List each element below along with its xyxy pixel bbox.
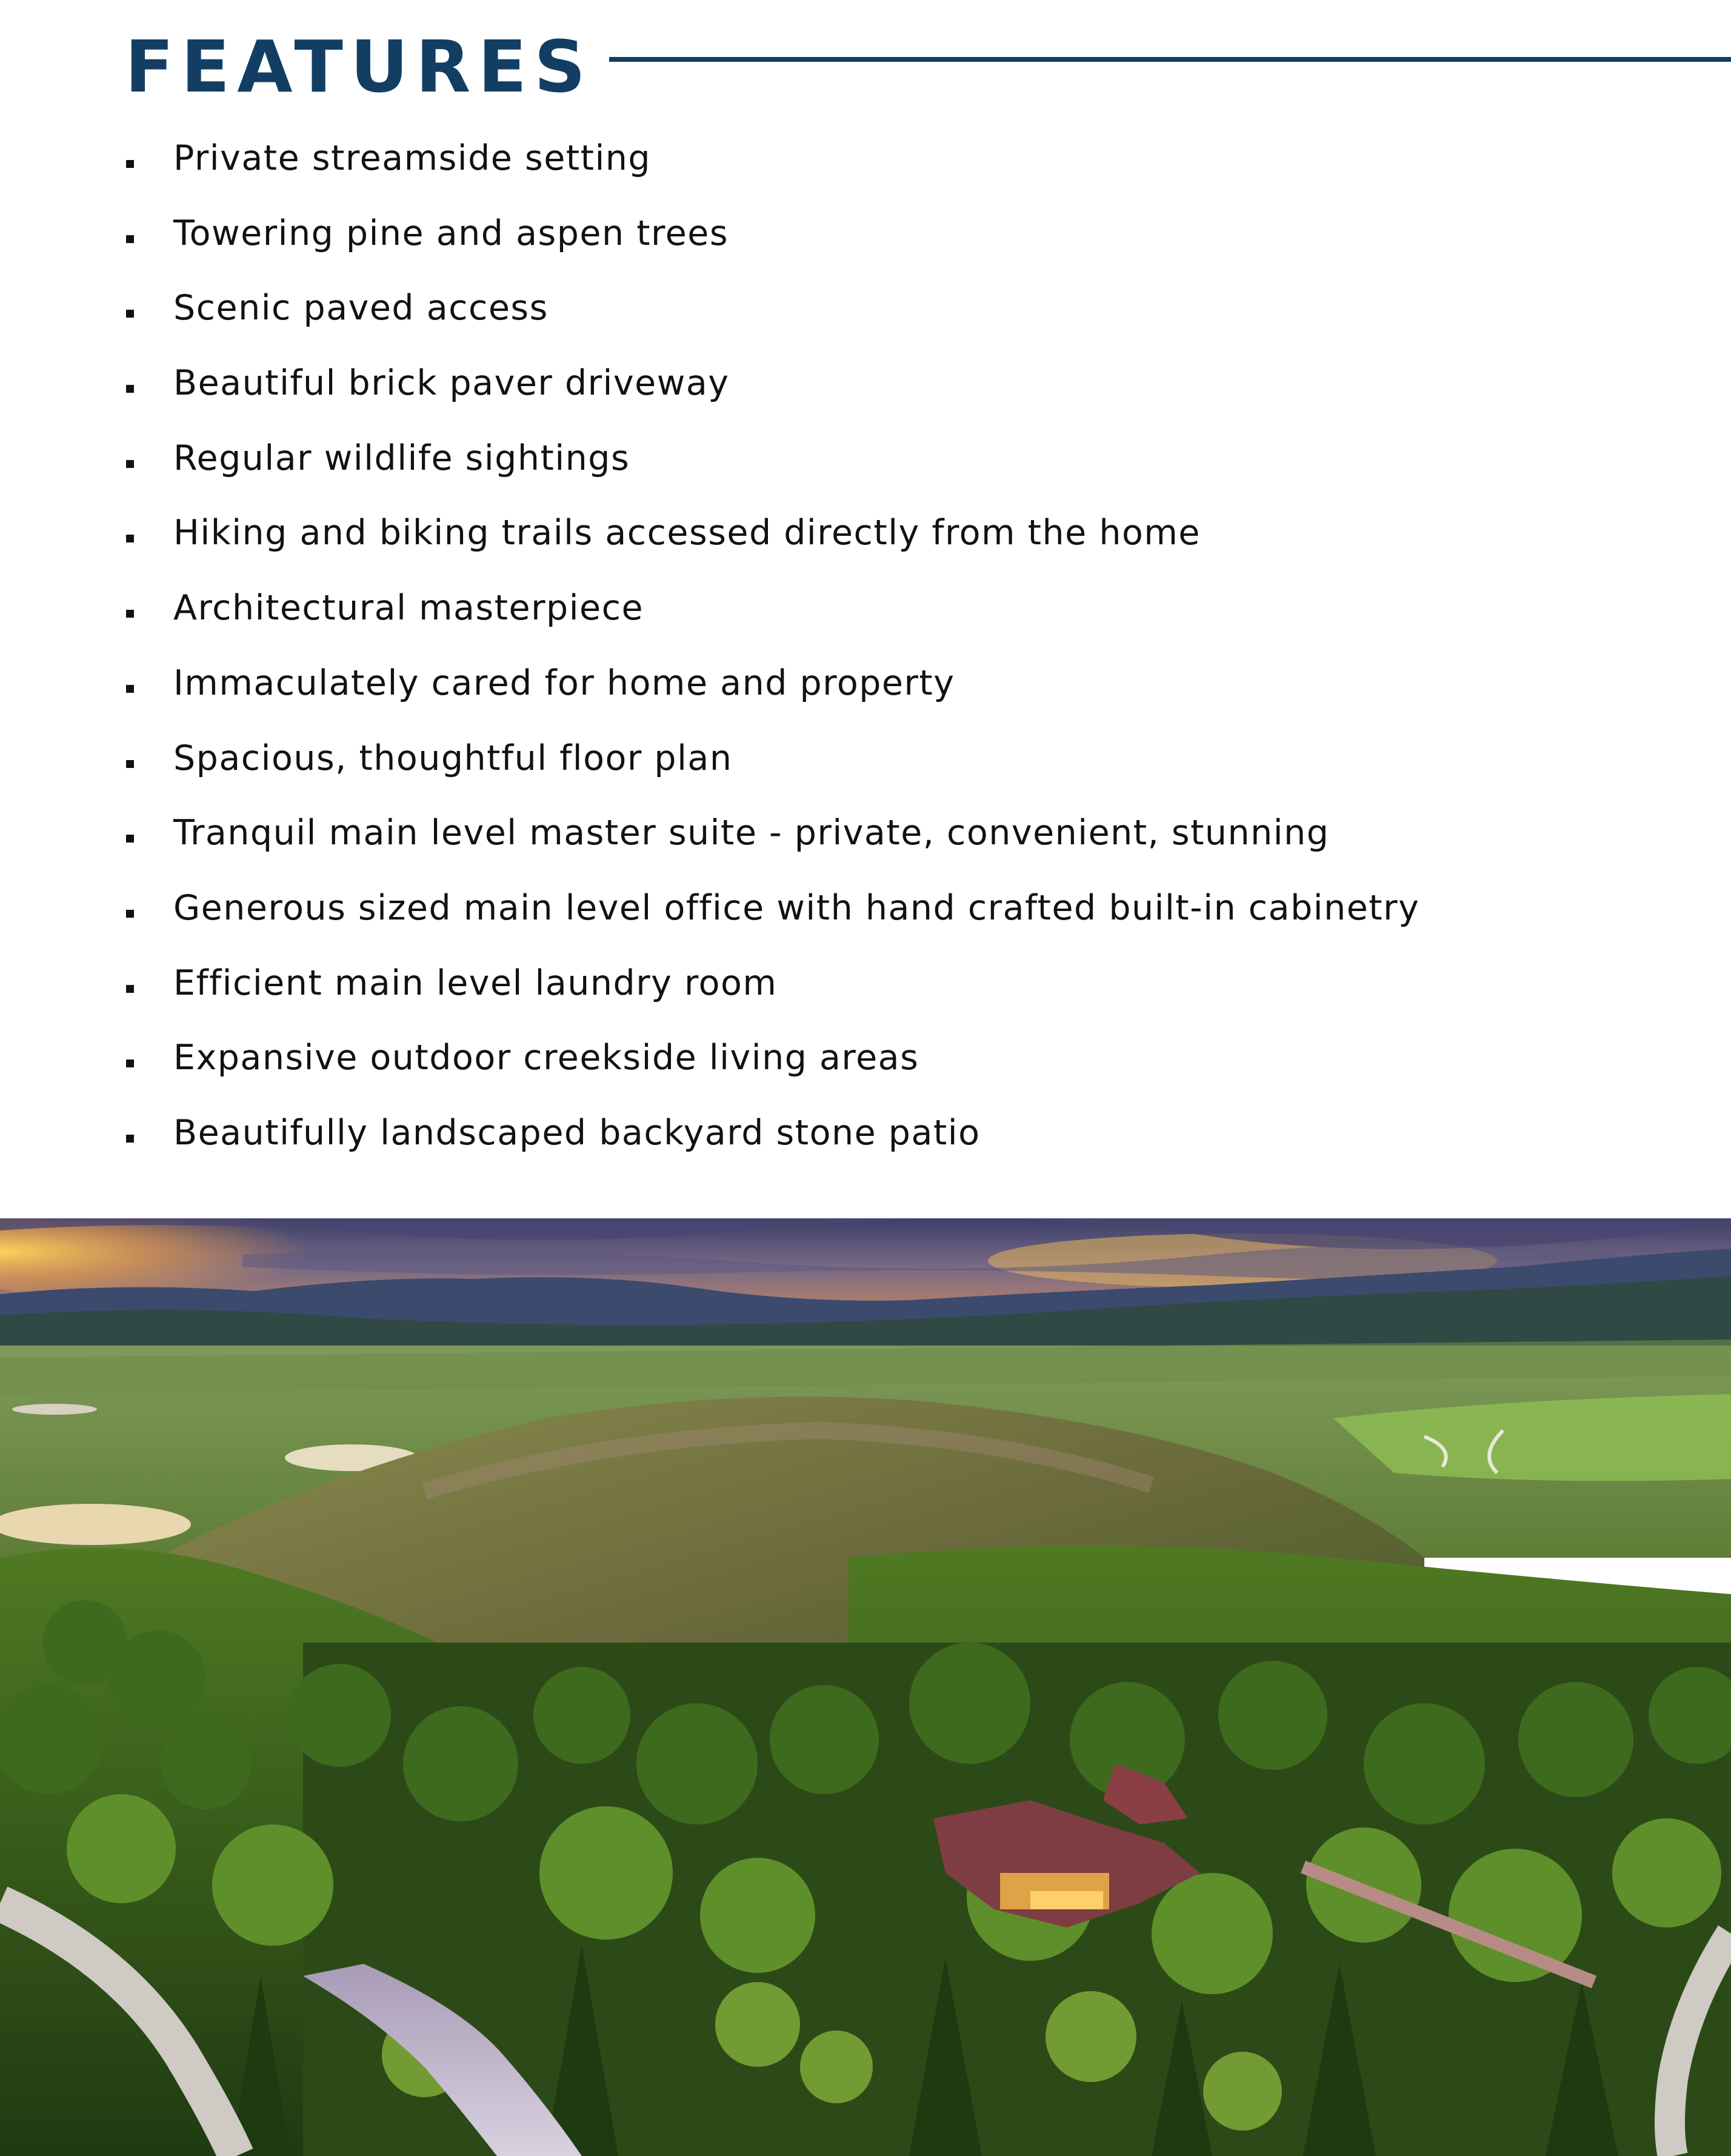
bullet-icon	[126, 985, 134, 993]
feature-text: Towering pine and aspen trees	[173, 213, 729, 253]
title-divider-line	[609, 57, 1731, 62]
feature-text: Beautiful brick paver driveway	[173, 363, 730, 404]
feature-text: Efficient main level laundry room	[173, 963, 778, 1003]
bullet-icon	[126, 1060, 134, 1067]
feature-text: Spacious, thoughtful floor plan	[173, 738, 733, 778]
bullet-icon	[126, 760, 134, 768]
bullet-icon	[126, 460, 134, 468]
bullet-icon	[126, 610, 134, 618]
feature-text: Immaculately cared for home and property	[173, 662, 955, 703]
feature-text: Regular wildlife sightings	[173, 438, 630, 478]
bullet-icon	[126, 235, 134, 243]
bullet-icon	[126, 910, 134, 918]
bullet-icon	[126, 1135, 134, 1143]
feature-text: Generous sized main level office with hand crafted built-in cabinetry	[173, 887, 1420, 928]
header	[0, 0, 1731, 121]
aerial-landscape-illustration	[0, 1218, 1731, 2156]
feature-text: Tranquil main level master suite - private, convenient, stunning	[173, 813, 1330, 853]
bullet-icon	[126, 535, 134, 542]
bullet-icon	[126, 310, 134, 318]
bullet-icon	[126, 160, 134, 168]
aerial-landscape-photo	[0, 1218, 1731, 2156]
feature-text: Scenic paved access	[173, 288, 549, 329]
feature-text: Beautifully landscaped backyard stone patio	[173, 1112, 981, 1153]
page-title: FEATURES	[125, 25, 593, 108]
bullet-icon	[126, 685, 134, 693]
feature-text: Hiking and biking trails accessed directly from the home	[173, 513, 1201, 553]
bullet-icon	[126, 835, 134, 843]
bullet-icon	[126, 385, 134, 393]
feature-text: Architectural masterpiece	[173, 588, 644, 629]
feature-text: Private streamside setting	[173, 138, 652, 178]
feature-text: Expansive outdoor creekside living areas	[173, 1038, 919, 1078]
